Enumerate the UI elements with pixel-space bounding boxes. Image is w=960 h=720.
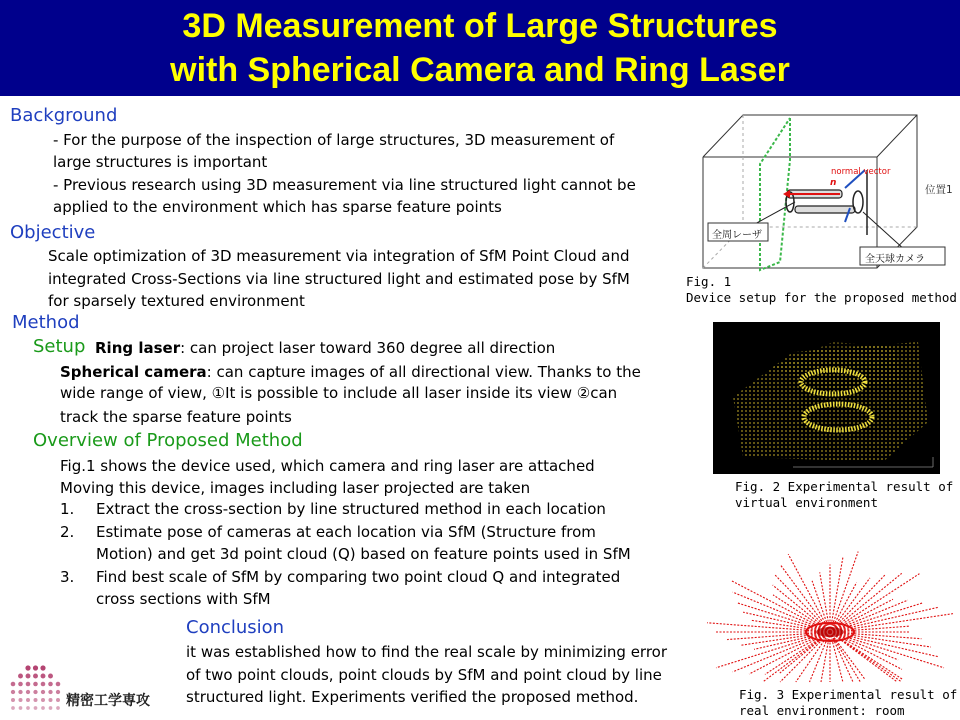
ring-laser-label: 全周レーザ [712, 230, 762, 241]
step-text: Extract the cross-section by line structured method in each location [96, 500, 606, 518]
fig1-caption-line-2: Device setup for the proposed method [686, 290, 957, 305]
logo-dot [41, 706, 45, 710]
fig3-ray [830, 574, 919, 632]
logo-dot [33, 665, 38, 670]
fig2-svg [713, 322, 940, 474]
setup-ring-laser [95, 337, 555, 359]
logo-dot [26, 674, 31, 679]
logo-dot [18, 682, 23, 687]
fig3-caption-line-1: Fig. 3 Experimental result of [739, 687, 958, 702]
logo-dot [18, 674, 23, 679]
logo-dot [41, 682, 46, 687]
method-heading: Method [12, 312, 80, 333]
step-1 [60, 498, 606, 520]
background-line-1: - For the purpose of the inspection of large structures, 3D measurement of [53, 131, 615, 149]
setup-camera-line-3: track the sparse feature points [60, 408, 292, 426]
fig3-ray [733, 632, 830, 672]
logo-dot [26, 698, 30, 702]
logo-dot [56, 682, 61, 687]
fig3-image [705, 522, 955, 684]
background-line-4: applied to the environment which has sparse feature points [53, 198, 502, 216]
fig2-image [713, 322, 940, 474]
fig3-ray [773, 595, 830, 632]
step-number: 1. [60, 500, 75, 518]
logo-dot [49, 706, 53, 710]
logo-dot [26, 706, 30, 710]
fig3-ray [830, 632, 898, 660]
conclusion-heading: Conclusion [186, 617, 285, 638]
objective-line-2: integrated Cross-Sections via line structured light and estimated pose by SfM [48, 270, 630, 288]
logo-dot [33, 682, 38, 687]
logo-dot [48, 674, 53, 679]
position-label: 位置1 [925, 184, 953, 196]
logo-dot [48, 690, 52, 694]
normal-vector-label: normal vector [831, 167, 891, 177]
overview-line-2: Moving this device, images including laser projected are taken [60, 479, 531, 497]
logo-dot [33, 690, 37, 694]
setup-camera-line-1 [60, 361, 641, 383]
logo-dot [11, 706, 15, 710]
camera-term: Spherical camera [60, 363, 207, 381]
background-line-2: large structures is important [53, 153, 268, 171]
logo-text: 精密工学専攻 [66, 693, 150, 709]
logo-dot-grid [8, 662, 64, 714]
fig3-svg [705, 522, 955, 684]
logo-dot [56, 690, 60, 694]
conclusion-line-1: it was established how to find the real scale by minimizing error [186, 643, 668, 661]
step-3 [60, 566, 620, 588]
fig1-caption-line-1: Fig. 1 [686, 274, 732, 289]
objective-line-3: for sparsely textured environment [48, 292, 305, 310]
step-3-cont: cross sections with SfM [96, 590, 271, 608]
fig2-caption-line-1: Fig. 2 Experimental result of [735, 479, 954, 494]
camera-text: : can capture images of all directional view. Thanks to the [206, 363, 641, 381]
conclusion-line-3: structured light. Experiments verified the proposed method. [186, 688, 639, 706]
fig3-ray [830, 614, 953, 632]
logo-dot [41, 674, 46, 679]
logo-dot [49, 698, 53, 702]
fig3-ray [830, 600, 908, 632]
title-banner [0, 0, 960, 96]
step-2 [60, 521, 596, 543]
fig3-caption-line-2: real environment: room [739, 703, 905, 718]
step-number: 3. [60, 568, 75, 586]
logo-dot [11, 690, 15, 694]
logo-dot [56, 698, 60, 702]
ring-laser-text: : can project laser toward 360 degree all direction [180, 339, 556, 357]
logo-dot [41, 698, 45, 702]
logo-dot [19, 698, 23, 702]
conclusion-line-2: of two point clouds, point clouds by SfM and point cloud by line [186, 666, 662, 684]
logo-dot [34, 706, 38, 710]
background-line-3: - Previous research using 3D measurement via line structured light cannot be [53, 176, 636, 194]
setup-camera-line-2: wide range of view, ①It is possible to include all laser inside its view ②can [60, 384, 618, 402]
step-number: 2. [60, 523, 75, 541]
objective-heading: Objective [10, 222, 96, 243]
fig3-ray [830, 603, 923, 632]
overview-line-1: Fig.1 shows the device used, which camera and ring laser are attached [60, 457, 595, 475]
ring-laser-term: Ring laser [95, 339, 181, 357]
logo-dot [11, 698, 15, 702]
logo-dots [8, 662, 64, 714]
title-line-2: with Spherical Camera and Ring Laser [170, 51, 790, 89]
step-text: Estimate pose of cameras at each location via SfM (Structure from [96, 523, 596, 541]
background-heading: Background [10, 105, 118, 126]
normal-vector-n: n [830, 178, 837, 188]
logo-dot [11, 682, 16, 687]
overview-heading: Overview of Proposed Method [33, 430, 303, 451]
logo-dot [34, 698, 38, 702]
step-2-cont: Motion) and get 3d point cloud (Q) based on feature points used in SfM [96, 545, 631, 563]
logo-dot [56, 706, 60, 710]
title-line-1: 3D Measurement of Large Structures [182, 7, 778, 45]
logo-dot [33, 674, 38, 679]
logo-dot [26, 690, 30, 694]
step-text: Find best scale of SfM by comparing two point cloud Q and integrated [96, 568, 621, 586]
fig1-device-diagram [695, 110, 960, 280]
logo-dot [26, 682, 31, 687]
logo-dot [48, 682, 53, 687]
objective-line-1: Scale optimization of 3D measurement via integration of SfM Point Cloud and [48, 247, 630, 265]
logo-dot [41, 690, 45, 694]
logo-dot [18, 690, 22, 694]
setup-heading: Setup [33, 336, 86, 357]
fig3-ray [737, 603, 830, 632]
logo-dot [25, 665, 30, 670]
logo-dot [40, 665, 45, 670]
spherical-camera-label: 全天球カメラ [865, 254, 925, 265]
logo-dot [19, 706, 23, 710]
fig2-caption-line-2: virtual environment [735, 495, 878, 510]
fig3-ray [765, 632, 830, 674]
